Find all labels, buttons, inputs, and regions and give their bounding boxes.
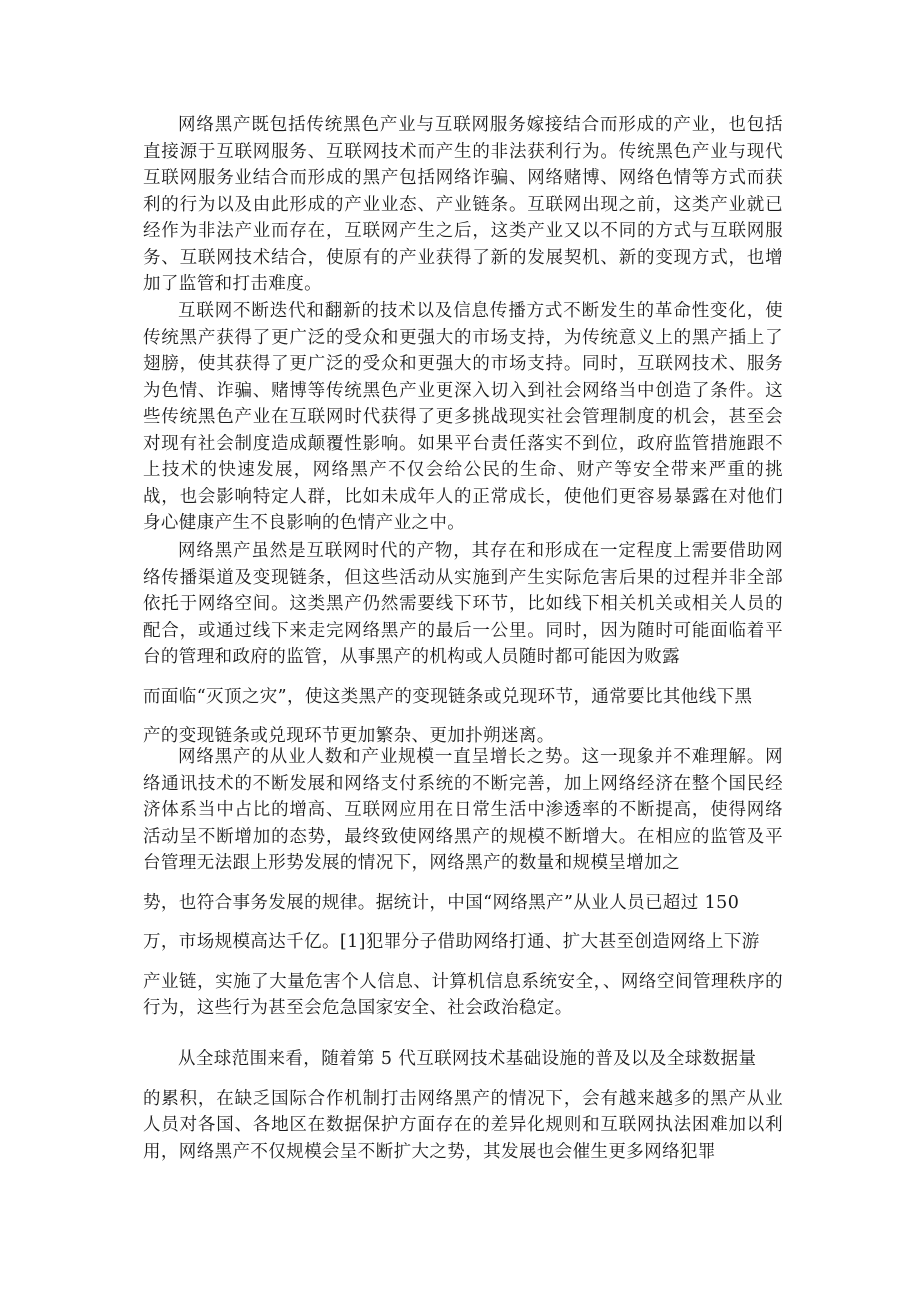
paragraph-4-line-4: 产业链，实施了大量危害个人信息、计算机信息系统安全，、网络空间管理秩序的行为，这些行为甚至会危急国家安全、社会政治稳定。 — [143, 971, 783, 1018]
paragraph-1 — [143, 112, 783, 298]
paragraph-5-line-1: 从全球范围来看，随着第 5 代互联网技术基础设施的普及以及全球数据量 — [178, 1049, 757, 1069]
paragraph-3 — [143, 538, 783, 750]
paragraph-3-line-1: 网络黑产虽然是互联网时代的产物，其存在和形成在一定程度上需要借助网络传播渠道及变现链条，但这些活动从实施到产生实际危害后果的过程并非全部依托于网络空间。这类黑产仍然需要线下环节，比如线下相关机关或相关人员的配合，或通过线下来走完网络黑产的最后一公里。同时，因为随时可能面临着平台的管理和政府的监管，从事黑产的机构或人员随时都可能因为败露 — [143, 541, 783, 667]
paragraph-4 — [143, 744, 783, 1022]
paragraph-5 — [143, 1046, 783, 1165]
paragraph-1-line-1: 网络黑产既包括传统黑色产业与互联网服务嫁接结合而形成的产业，也包括直接源于互联网服务、互联网技术而产生的非法获利行为。传统黑色产业与现代互联网服务业结合而形成的黑产包括网络诈骗、网络赌博、网络色情等方式而获利的行为以及由此形成的产业业态、产业链条。互联网出现之前，这类产业就已经作为非法产业而存在，互联网产生之后，这类产业又以不同的方式与互联网服务、互联网技术结合，使原有的产业获得了新的发展契机、新的变现方式，也增加了监管和打击难度。 — [143, 115, 783, 294]
paragraph-3-line-3: 产的变现链条或兑现环节更加繁杂、更加扑朔迷离。 — [143, 726, 555, 746]
paragraph-4-line-3: 万，市场规模高达千亿。[1]犯罪分子借助网络打通、扩大甚至创造网络上下游 — [143, 932, 760, 952]
paragraph-2 — [143, 298, 783, 537]
paragraph-5-line-2: 的累积，在缺乏国际合作机制打击网络黑产的情况下，会有越来越多的黑产从业人员对各国、各地区在数据保护方面存在的差异化规则和互联网执法困难加以利用，网络黑产不仅规模会呈不断扩大之势，其发展也会催生更多网络犯罪 — [143, 1088, 783, 1162]
paragraph-2-line-1: 互联网不断迭代和翻新的技术以及信息传播方式不断发生的革命性变化，使传统黑产获得了更广泛的受众和更强大的市场支持，为传统意义上的黑产插上了翅膀，使其获得了更广泛的受众和更强大的市场支持。同时，互联网技术、服务为色情、诈骗、赌博等传统黑色产业更深入切入到社会网络当中创造了条件。这些传统黑色产业在互联网时代获得了更多挑战现实社会管理制度的机会，甚至会对现有社会制度造成颠覆性影响。如果平台责任落实不到位，政府监管措施跟不上技术的快速发展，网络黑产不仅会给公民的生命、财产等安全带来严重的挑战，也会影响特定人群，比如未成年人的正常成长，使他们更容易暴露在对他们身心健康产生不良影响的色情产业之中。 — [143, 301, 783, 533]
paragraph-4-line-2: 势，也符合事务发展的规律。据统计，中国“网络黑产”从业人员已超过 150 — [143, 892, 740, 913]
paragraph-3-line-2: 而面临“灭顶之灾”，使这类黑产的变现链条或兑现环节，通常要比其他线下黑 — [143, 686, 753, 707]
paragraph-4-line-1: 网络黑产的从业人数和产业规模一直呈增长之势。这一现象并不难理解。网络通讯技术的不断发展和网络支付系统的不断完善，加上网络经济在整个国民经济体系当中占比的增高、互联网应用在日常生活中渗透率的不断提高，使得网络活动呈不断增加的态势，最终致使网络黑产的规模不断增大。在相应的监管及平台管理无法跟上形势发展的情况下，网络黑产的数量和规模呈增加之 — [143, 747, 783, 873]
